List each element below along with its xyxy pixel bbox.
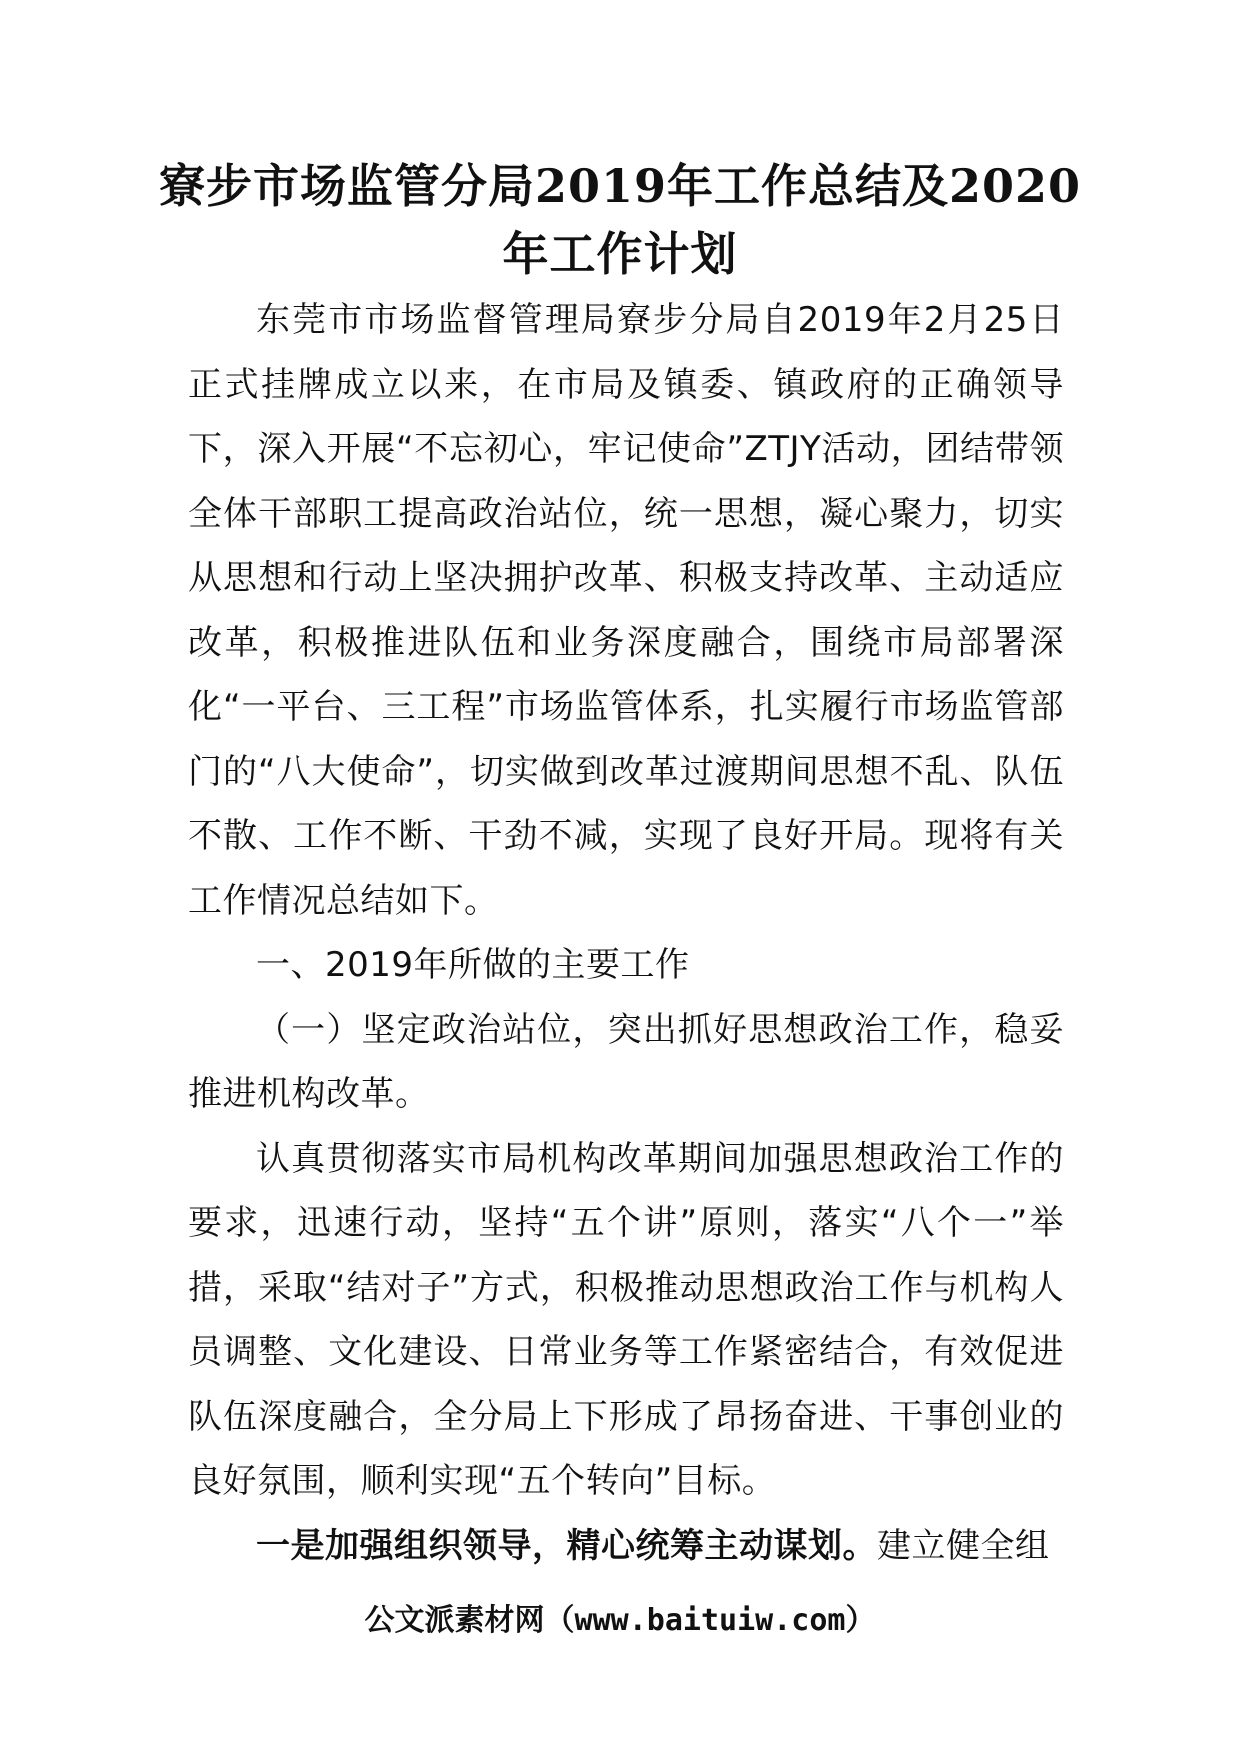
intro-paragraph: 东莞市市场监督管理局寮步分局自2019年2月25日正式挂牌成立以来，在市局及镇委、镇政府的正确领导下，深入开展“不忘初心，牢记使命”ZTJY活动，团结带领全体干部职工提高政治站位，统一思想，凝心聚力，切实从思想和行动上坚决拥护改革、积极支持改革、主动适应改革，积极推进队伍和业务深度融合，围绕市局部署深化“一平台、三工程”市场监管体系，扎实履行市场监管部门的“八大使命”，切实做到改革过渡期间思想不乱、队伍不散、工作不断、干劲不减，实现了良好开局。现将有关工作情况总结如下。 xyxy=(188,300,1064,921)
body-paragraph-partial xyxy=(188,1514,1064,1579)
bold-lead-phrase: 一是加强组织领导，精心统筹主动谋划。 xyxy=(256,1525,877,1566)
title-line-2: 年工作计划 xyxy=(502,227,738,281)
section-heading-1: 一、2019年所做的主要工作 xyxy=(256,945,690,985)
watermark-footer xyxy=(0,1601,1240,1641)
subsection-heading-1: （一）坚定政治站位，突出抓好思想政治工作，稳妥推进机构改革。 xyxy=(188,1009,1064,1114)
document-title xyxy=(130,152,1110,288)
document-body xyxy=(188,288,1064,1578)
footer-url: （www.baituiw.com） xyxy=(544,1603,876,1638)
body-paragraph: 认真贯彻落实市局机构改革期间加强思想政治工作的要求，迅速行动，坚持“五个讲”原则，落实“八个一”举措，采取“结对子”方式，积极推动思想政治工作与机构人员调整、文化建设、日常业务等工作紧密结合，有效促进队伍深度融合，全分局上下形成了昂扬奋进、干事创业的良好氛围，顺利实现“五个转向”目标。 xyxy=(188,1138,1064,1501)
paragraph-continuation: 建立健全组 xyxy=(877,1525,1050,1566)
footer-site-name: 公文派素材网 xyxy=(364,1603,545,1638)
title-line-1: 寮步市场监管分局2019年工作总结及2020 xyxy=(158,159,1082,213)
